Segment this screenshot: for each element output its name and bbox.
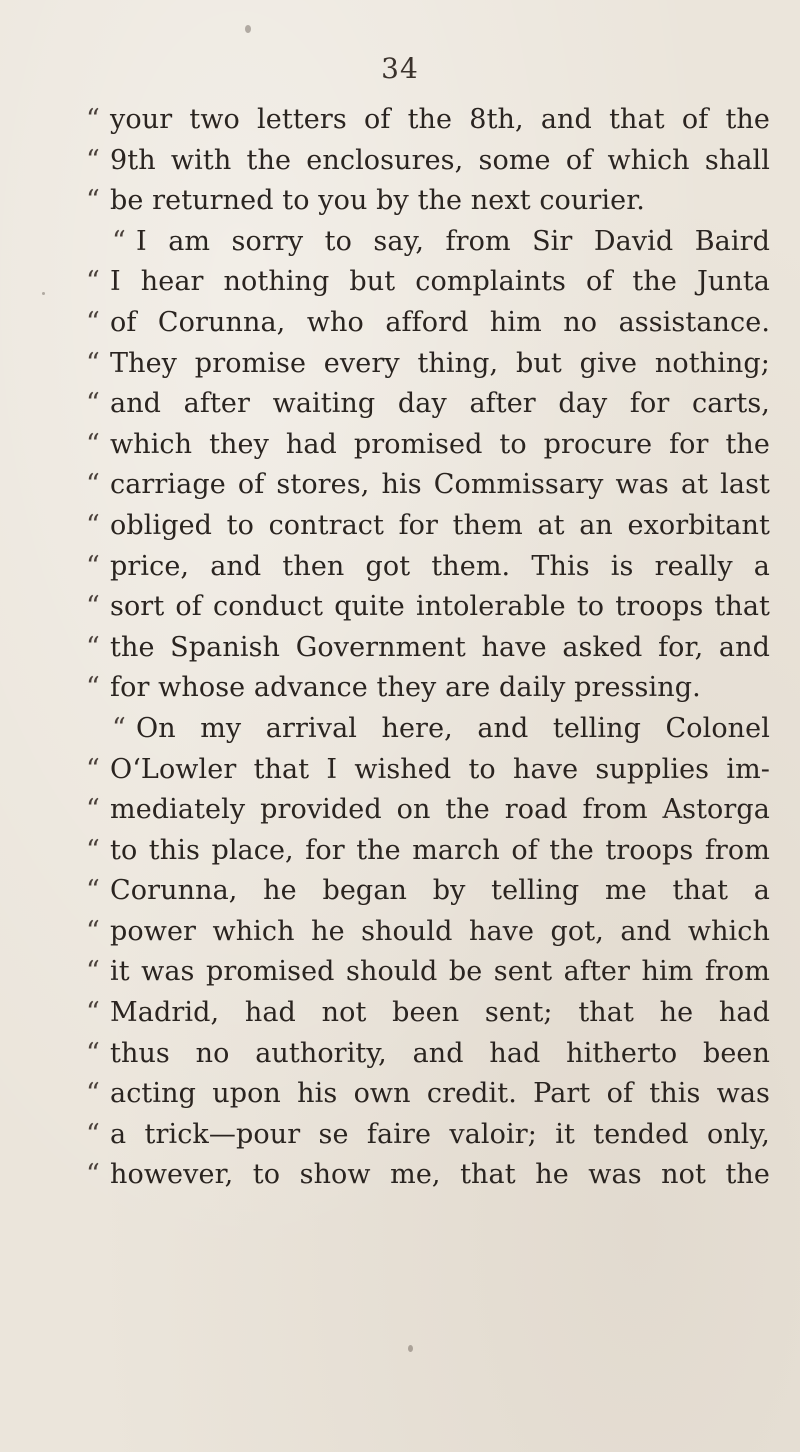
text-line: “ to this place, for the march of the troops from <box>86 834 770 866</box>
text-line: “ They promise every thing, but give nothing; <box>86 347 770 379</box>
text-line: “ for whose advance they are daily pressing. <box>86 672 701 704</box>
text-line: “ of Corunna, who afford him no assistance. <box>86 306 770 338</box>
text-line: “ power which he should have got, and which <box>86 915 770 947</box>
text-line: “ which they had promised to procure for the <box>86 428 770 460</box>
text-line: “ O‘Lowler that I wished to have supplies im- <box>86 753 770 785</box>
text-line: “ I am sorry to say, from Sir David Baird <box>112 225 770 257</box>
letter-text <box>86 100 770 1196</box>
text-line: “ your two letters of the 8th, and that of the <box>86 104 770 135</box>
text-line: “ 9th with the enclosures, some of which shall <box>86 144 770 176</box>
text-line: “ thus no authority, and had hitherto been <box>86 1037 770 1069</box>
text-line: “ mediately provided on the road from Astorga <box>86 794 770 826</box>
paper-speck <box>42 292 45 295</box>
text-line: “ a trick—pour se faire valoir; it tended only, <box>86 1118 770 1150</box>
page-number: 34 <box>381 52 419 85</box>
text-line: “ price, and then got them. This is really a <box>86 550 770 582</box>
text-line: “ be returned to you by the next courier. <box>86 185 645 217</box>
paper-speck <box>245 25 251 33</box>
text-line: “ Madrid, had not been sent; that he had <box>86 997 770 1029</box>
text-line: “ carriage of stores, his Commissary was at last <box>86 469 770 501</box>
text-line: “ On my arrival here, and telling Colonel <box>112 712 770 744</box>
text-line: “ obliged to contract for them at an exorbitant <box>86 509 770 541</box>
text-line: “ acting upon his own credit. Part of this was <box>86 1078 770 1110</box>
text-line: “ sort of conduct quite intolerable to troops that <box>86 591 770 623</box>
text-line: “ however, to show me, that he was not the <box>86 1159 770 1191</box>
text-line: “ the Spanish Government have asked for, and <box>86 631 770 663</box>
text-line: “ it was promised should be sent after him from <box>86 956 770 988</box>
text-line: “ Corunna, he began by telling me that a <box>86 875 770 907</box>
text-line: “ I hear nothing but complaints of the Junta <box>86 266 770 298</box>
paper-speck <box>408 1345 413 1352</box>
text-line: “ and after waiting day after day for carts, <box>86 388 770 420</box>
